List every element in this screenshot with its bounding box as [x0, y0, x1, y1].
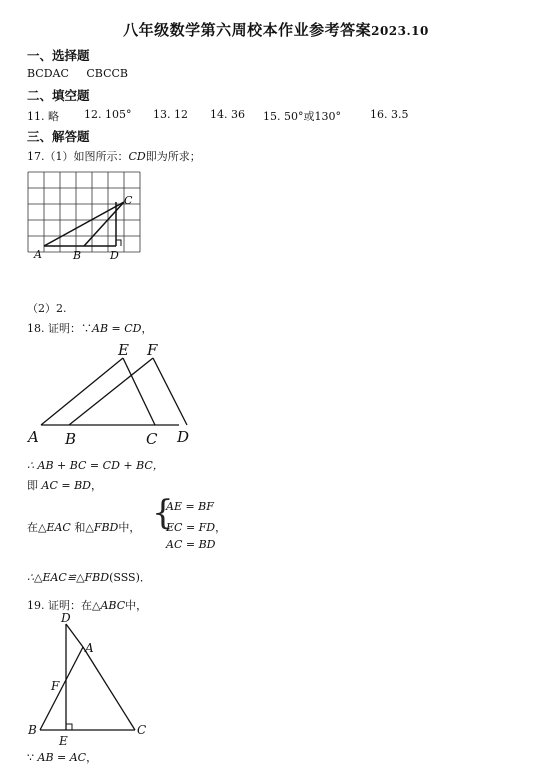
segment-FD	[153, 358, 187, 425]
q17-grid-figure	[24, 168, 146, 268]
point-label-C: C	[124, 194, 133, 207]
point-label-D: D	[177, 428, 190, 446]
section-heading-solve: 三、解答题	[27, 129, 90, 144]
segment-BA	[40, 647, 83, 730]
segment-BC	[84, 202, 124, 246]
q19-statement: 19. 证明：在△ABC中，	[27, 599, 148, 612]
segment-AC	[44, 202, 124, 246]
point-label-B: B	[28, 723, 37, 737]
q19-figure	[24, 610, 164, 748]
point-label-C: C	[146, 430, 158, 448]
point-label-A: A	[34, 248, 42, 261]
q17-statement: 17.（1）如图所示：CD即为所求；	[27, 150, 201, 163]
fill-answer-15: 15. 50°或130°	[263, 110, 341, 123]
point-label-C: C	[137, 723, 147, 737]
point-label-B: B	[73, 249, 82, 262]
point-label-E: E	[59, 734, 68, 748]
page-title	[0, 19, 552, 40]
q18-condition-2: EC = FD，	[166, 521, 227, 534]
segment-DA	[66, 624, 83, 647]
right-angle-mark	[66, 724, 72, 730]
point-label-F: F	[147, 341, 158, 359]
fill-answer-12: 12. 105°	[84, 108, 132, 121]
fill-answer-14: 14. 36	[210, 108, 245, 121]
point-label-A: A	[85, 641, 94, 655]
brace-symbol: {	[152, 493, 174, 533]
fill-answer-11: 11. 略	[27, 110, 59, 123]
point-label-D: D	[61, 611, 71, 625]
fill-answer-13: 13. 12	[153, 108, 188, 121]
q18-step1: ∴ AB + BC = CD + BC，	[27, 459, 164, 472]
point-label-D: D	[110, 249, 119, 262]
fill-answer-16: 16. 3.5	[370, 108, 409, 121]
section-heading-fill: 二、填空题	[27, 88, 90, 103]
q17-part2: （2）2.	[27, 302, 67, 315]
point-label-B: B	[65, 430, 77, 448]
point-label-F: F	[51, 679, 60, 693]
choice-answers: BCDAC CBCCB	[27, 67, 128, 80]
grid-lines	[28, 172, 140, 252]
q18-condition-3: AC = BD	[166, 538, 216, 551]
point-label-A: A	[28, 428, 39, 446]
q18-statement: 18. 证明：∵AB = CD，	[27, 322, 153, 335]
q18-step2: 即 AC = BD，	[27, 479, 102, 492]
q18-condition-1: AE = BF	[166, 500, 214, 513]
segment-EC	[123, 358, 155, 425]
segment-AC	[83, 647, 135, 730]
section-heading-choice: 一、选择题	[27, 48, 90, 63]
title-year: 2023.10	[371, 24, 429, 38]
q18-figure	[24, 336, 204, 452]
q19-last-line: ∵ AB = AC，	[27, 751, 98, 764]
q18-in-triangles: 在△EAC 和△FBD中，	[27, 521, 141, 534]
q18-conclusion: ∴△EAC≌△FBD(SSS)．	[27, 571, 151, 584]
point-label-E: E	[118, 341, 129, 359]
title-main: 八年级数学第六周校本作业参考答案	[123, 21, 372, 39]
